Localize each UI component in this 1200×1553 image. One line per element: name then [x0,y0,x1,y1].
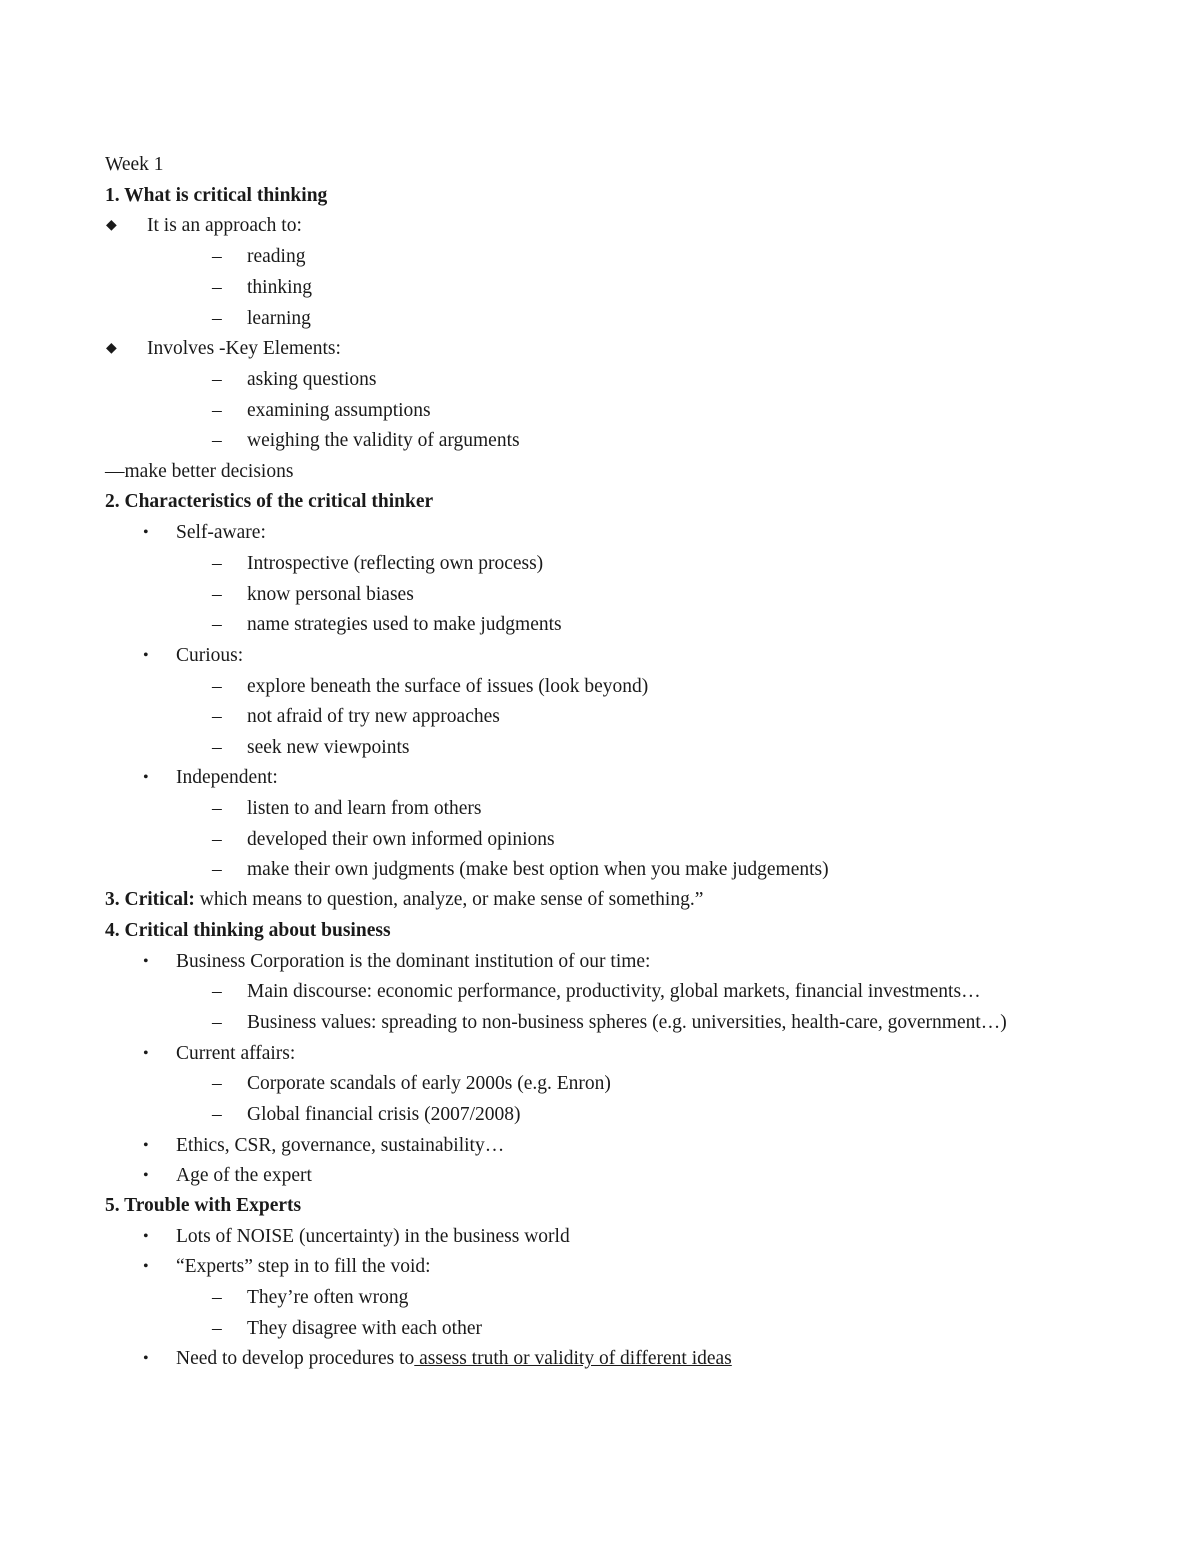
dash-bullet-icon: – [212,369,222,390]
list-item: They’re often wrong [247,1287,409,1308]
list-item: explore beneath the surface of issues (look beyond) [247,676,649,697]
dash-bullet-icon: – [212,706,222,727]
dash-bullet-icon: – [212,737,222,758]
round-bullet-icon: • [143,1137,149,1154]
round-bullet-icon: • [143,647,149,664]
dash-bullet-icon: – [212,1012,222,1033]
round-bullet-icon: • [143,1258,149,1275]
list-item-text: Need to develop procedures to [176,1348,415,1369]
list-item: examining assumptions [247,400,431,421]
list-item: name strategies used to make judgments [247,614,562,635]
dash-bullet-icon: – [212,246,222,267]
dash-bullet-icon: – [212,676,222,697]
list-item: Corporate scandals of early 2000s (e.g. Enron) [247,1073,611,1094]
list-item: weighing the validity of arguments [247,430,520,451]
list-item: Introspective (reflecting own process) [247,553,544,574]
list-item: thinking [247,277,313,298]
list-item: Lots of NOISE (uncertainty) in the business world [176,1226,570,1247]
dash-bullet-icon: – [212,400,222,421]
dash-bullet-icon: – [212,1104,222,1125]
list-item: It is an approach to: [147,215,302,236]
dash-bullet-icon: – [212,981,222,1002]
list-item: make their own judgments (make best option when you make judgements) [247,859,829,880]
dash-bullet-icon: – [212,308,222,329]
list-item: seek new viewpoints [247,737,410,758]
list-item: reading [247,246,306,267]
dash-bullet-icon: – [212,829,222,850]
week-title: Week 1 [105,154,164,175]
section-4-heading: 4. Critical thinking about business [105,920,391,941]
dash-bullet-icon: – [212,1287,222,1308]
list-item: Curious: [176,645,244,666]
dash-bullet-icon: – [212,1073,222,1094]
diamond-bullet-icon: ◆ [106,218,117,233]
conclusion-text: —make better decisions [105,461,294,482]
dash-bullet-icon: – [212,584,222,605]
round-bullet-icon: • [143,1167,149,1184]
list-item: developed their own informed opinions [247,829,555,850]
dash-bullet-icon: – [212,277,222,298]
section-5-heading: 5. Trouble with Experts [105,1195,302,1216]
round-bullet-icon: • [143,1350,149,1367]
dash-bullet-icon: – [212,430,222,451]
dash-bullet-icon: – [212,614,222,635]
list-item: listen to and learn from others [247,798,482,819]
round-bullet-icon: • [143,953,149,970]
list-item: They disagree with each other [247,1318,482,1339]
list-item: Involves -Key Elements: [147,338,341,359]
list-item: asking questions [247,369,377,390]
list-item: Self-aware: [176,522,266,543]
round-bullet-icon: • [143,524,149,541]
dash-bullet-icon: – [212,553,222,574]
list-item: “Experts” step in to fill the void: [176,1256,431,1277]
round-bullet-icon: • [143,1228,149,1245]
list-item: Ethics, CSR, governance, sustainability… [176,1135,505,1156]
list-item: Main discourse: economic performance, productivity, global markets, financial investments… [247,981,981,1002]
underlined-text: assess truth or validity of different ideas [414,1348,732,1369]
list-item: Independent: [176,767,278,788]
dash-bullet-icon: – [212,859,222,880]
section-3-line [105,887,703,913]
diamond-bullet-icon: ◆ [106,341,117,356]
list-item [176,1346,732,1372]
section-1-heading: 1. What is critical thinking [105,185,328,206]
list-item: not afraid of try new approaches [247,706,500,727]
list-item: Current affairs: [176,1043,296,1064]
section-3-text: which means to question, analyze, or make sense of something.” [194,889,704,910]
list-item: learning [247,308,311,329]
list-item: know personal biases [247,584,414,605]
section-2-heading: 2. Characteristics of the critical thinker [105,491,434,512]
list-item: Age of the expert [176,1165,312,1186]
dash-bullet-icon: – [212,798,222,819]
list-item: Business values: spreading to non-business spheres (e.g. universities, health-care, government…) [247,1012,1007,1033]
section-3-label: 3. Critical: [105,889,195,910]
round-bullet-icon: • [143,1045,149,1062]
round-bullet-icon: • [143,769,149,786]
list-item: Business Corporation is the dominant institution of our time: [176,951,651,972]
dash-bullet-icon: – [212,1318,222,1339]
list-item: Global financial crisis (2007/2008) [247,1104,521,1125]
